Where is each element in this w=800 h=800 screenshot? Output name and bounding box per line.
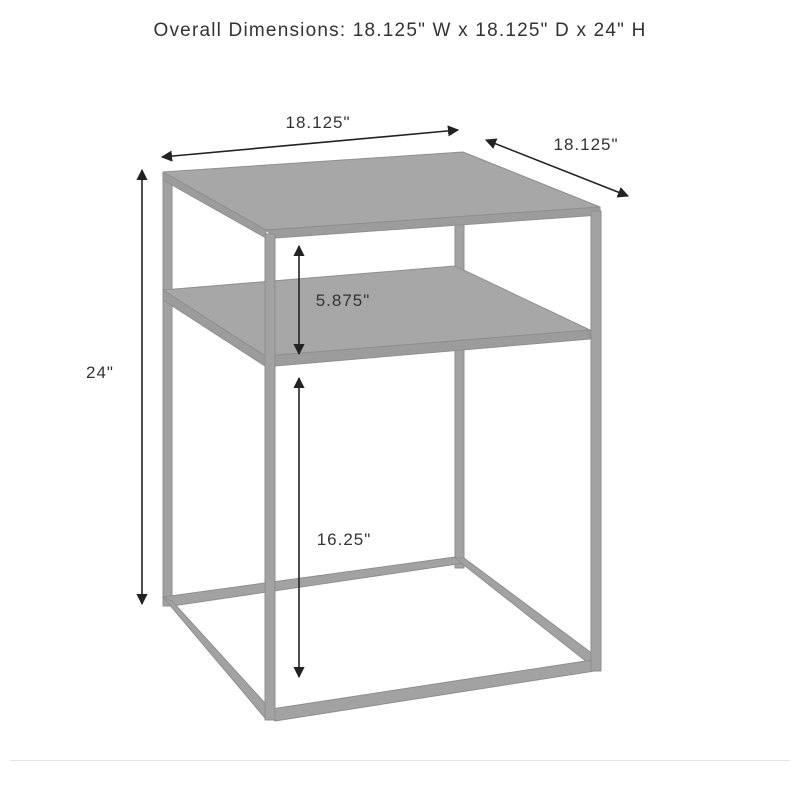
bottom-frame-front [265, 660, 601, 721]
height-label: 24" [86, 363, 114, 382]
depth-label: 18.125" [553, 135, 619, 154]
width-arrow [162, 130, 458, 157]
front-left-leg [265, 234, 275, 720]
lower-clearance-label: 16.25" [316, 530, 372, 549]
front-right-leg [591, 211, 601, 671]
back-left-leg [163, 178, 172, 606]
overall-dimensions-title: Overall Dimensions: 18.125" W x 18.125" D x 24" H [153, 20, 647, 41]
footer-divider [10, 760, 790, 761]
table-illustration [163, 152, 601, 721]
width-label: 18.125" [285, 113, 351, 132]
bottom-frame-left [163, 597, 275, 718]
shelf-gap-label: 5.875" [315, 291, 371, 310]
bottom-frame-right [455, 558, 601, 666]
bottom-frame-back [163, 557, 464, 606]
